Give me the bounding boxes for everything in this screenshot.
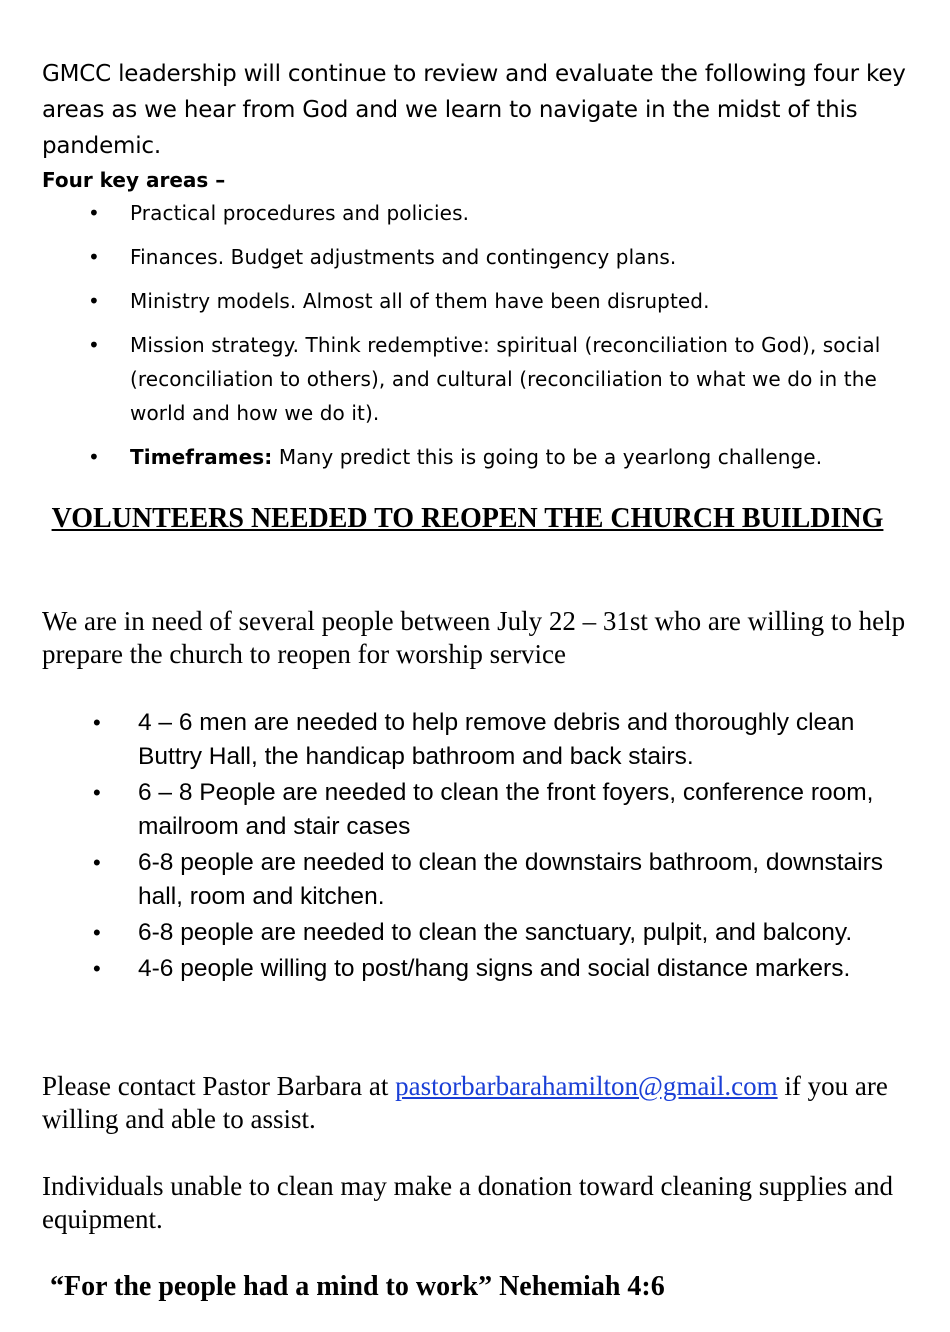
volunteer-task-item: • 4-6 people willing to post/hang signs and social distance markers. (0, 952, 900, 986)
volunteer-task-item: • 4 – 6 men are needed to help remove debris and thoroughly clean Buttry Hall, the handicap bathroom and back stairs. (0, 706, 900, 774)
intro-paragraph: GMCC leadership will continue to review and evaluate the following four key areas as we hear from God and we learn to navigate in the midst of this pandemic. (42, 61, 906, 159)
key-area-item: • Finances. Budget adjustments and contingency plans. (0, 240, 900, 274)
key-areas-list (0, 196, 900, 484)
volunteers-heading: VOLUNTEERS NEEDED TO REOPEN THE CHURCH BUILDING (51, 503, 884, 534)
key-areas-heading: Four key areas – (42, 168, 226, 192)
contact-paragraph: Please contact Pastor Barbara at pastorbarbarahamilton@gmail.com if you are willing and able to assist. (42, 1071, 888, 1134)
scripture-quote: “For the people had a mind to work” Nehemiah 4:6 (50, 1271, 665, 1302)
key-area-item: • Practical procedures and policies. (0, 196, 900, 230)
volunteers-intro: We are in need of several people between July 22 – 31st who are willing to help prepare the church to reopen for worship service (42, 606, 906, 669)
volunteer-task-item: • 6-8 people are needed to clean the downstairs bathroom, downstairs hall, room and kitchen. (0, 846, 900, 914)
key-area-item: • Timeframes: Many predict this is going to be a yearlong challenge. (0, 440, 900, 474)
key-area-item: • Mission strategy. Think redemptive: spiritual (reconciliation to God), social (reconciliation to others), and cultural (reconciliation to what we do in the world and how we do it). (0, 328, 900, 430)
key-area-item: • Ministry models. Almost all of them have been disrupted. (0, 284, 900, 318)
volunteer-tasks-list (0, 706, 900, 988)
volunteer-task-item: • 6-8 people are needed to clean the sanctuary, pulpit, and balcony. (0, 916, 900, 950)
volunteer-task-item: • 6 – 8 People are needed to clean the front foyers, conference room, mailroom and stair cases (0, 776, 900, 844)
donation-paragraph: Individuals unable to clean may make a donation toward cleaning supplies and equipment. (42, 1171, 894, 1234)
timeframes-label: Timeframes: (130, 445, 273, 469)
contact-email-link[interactable]: pastorbarbarahamilton@gmail.com (395, 1071, 778, 1101)
